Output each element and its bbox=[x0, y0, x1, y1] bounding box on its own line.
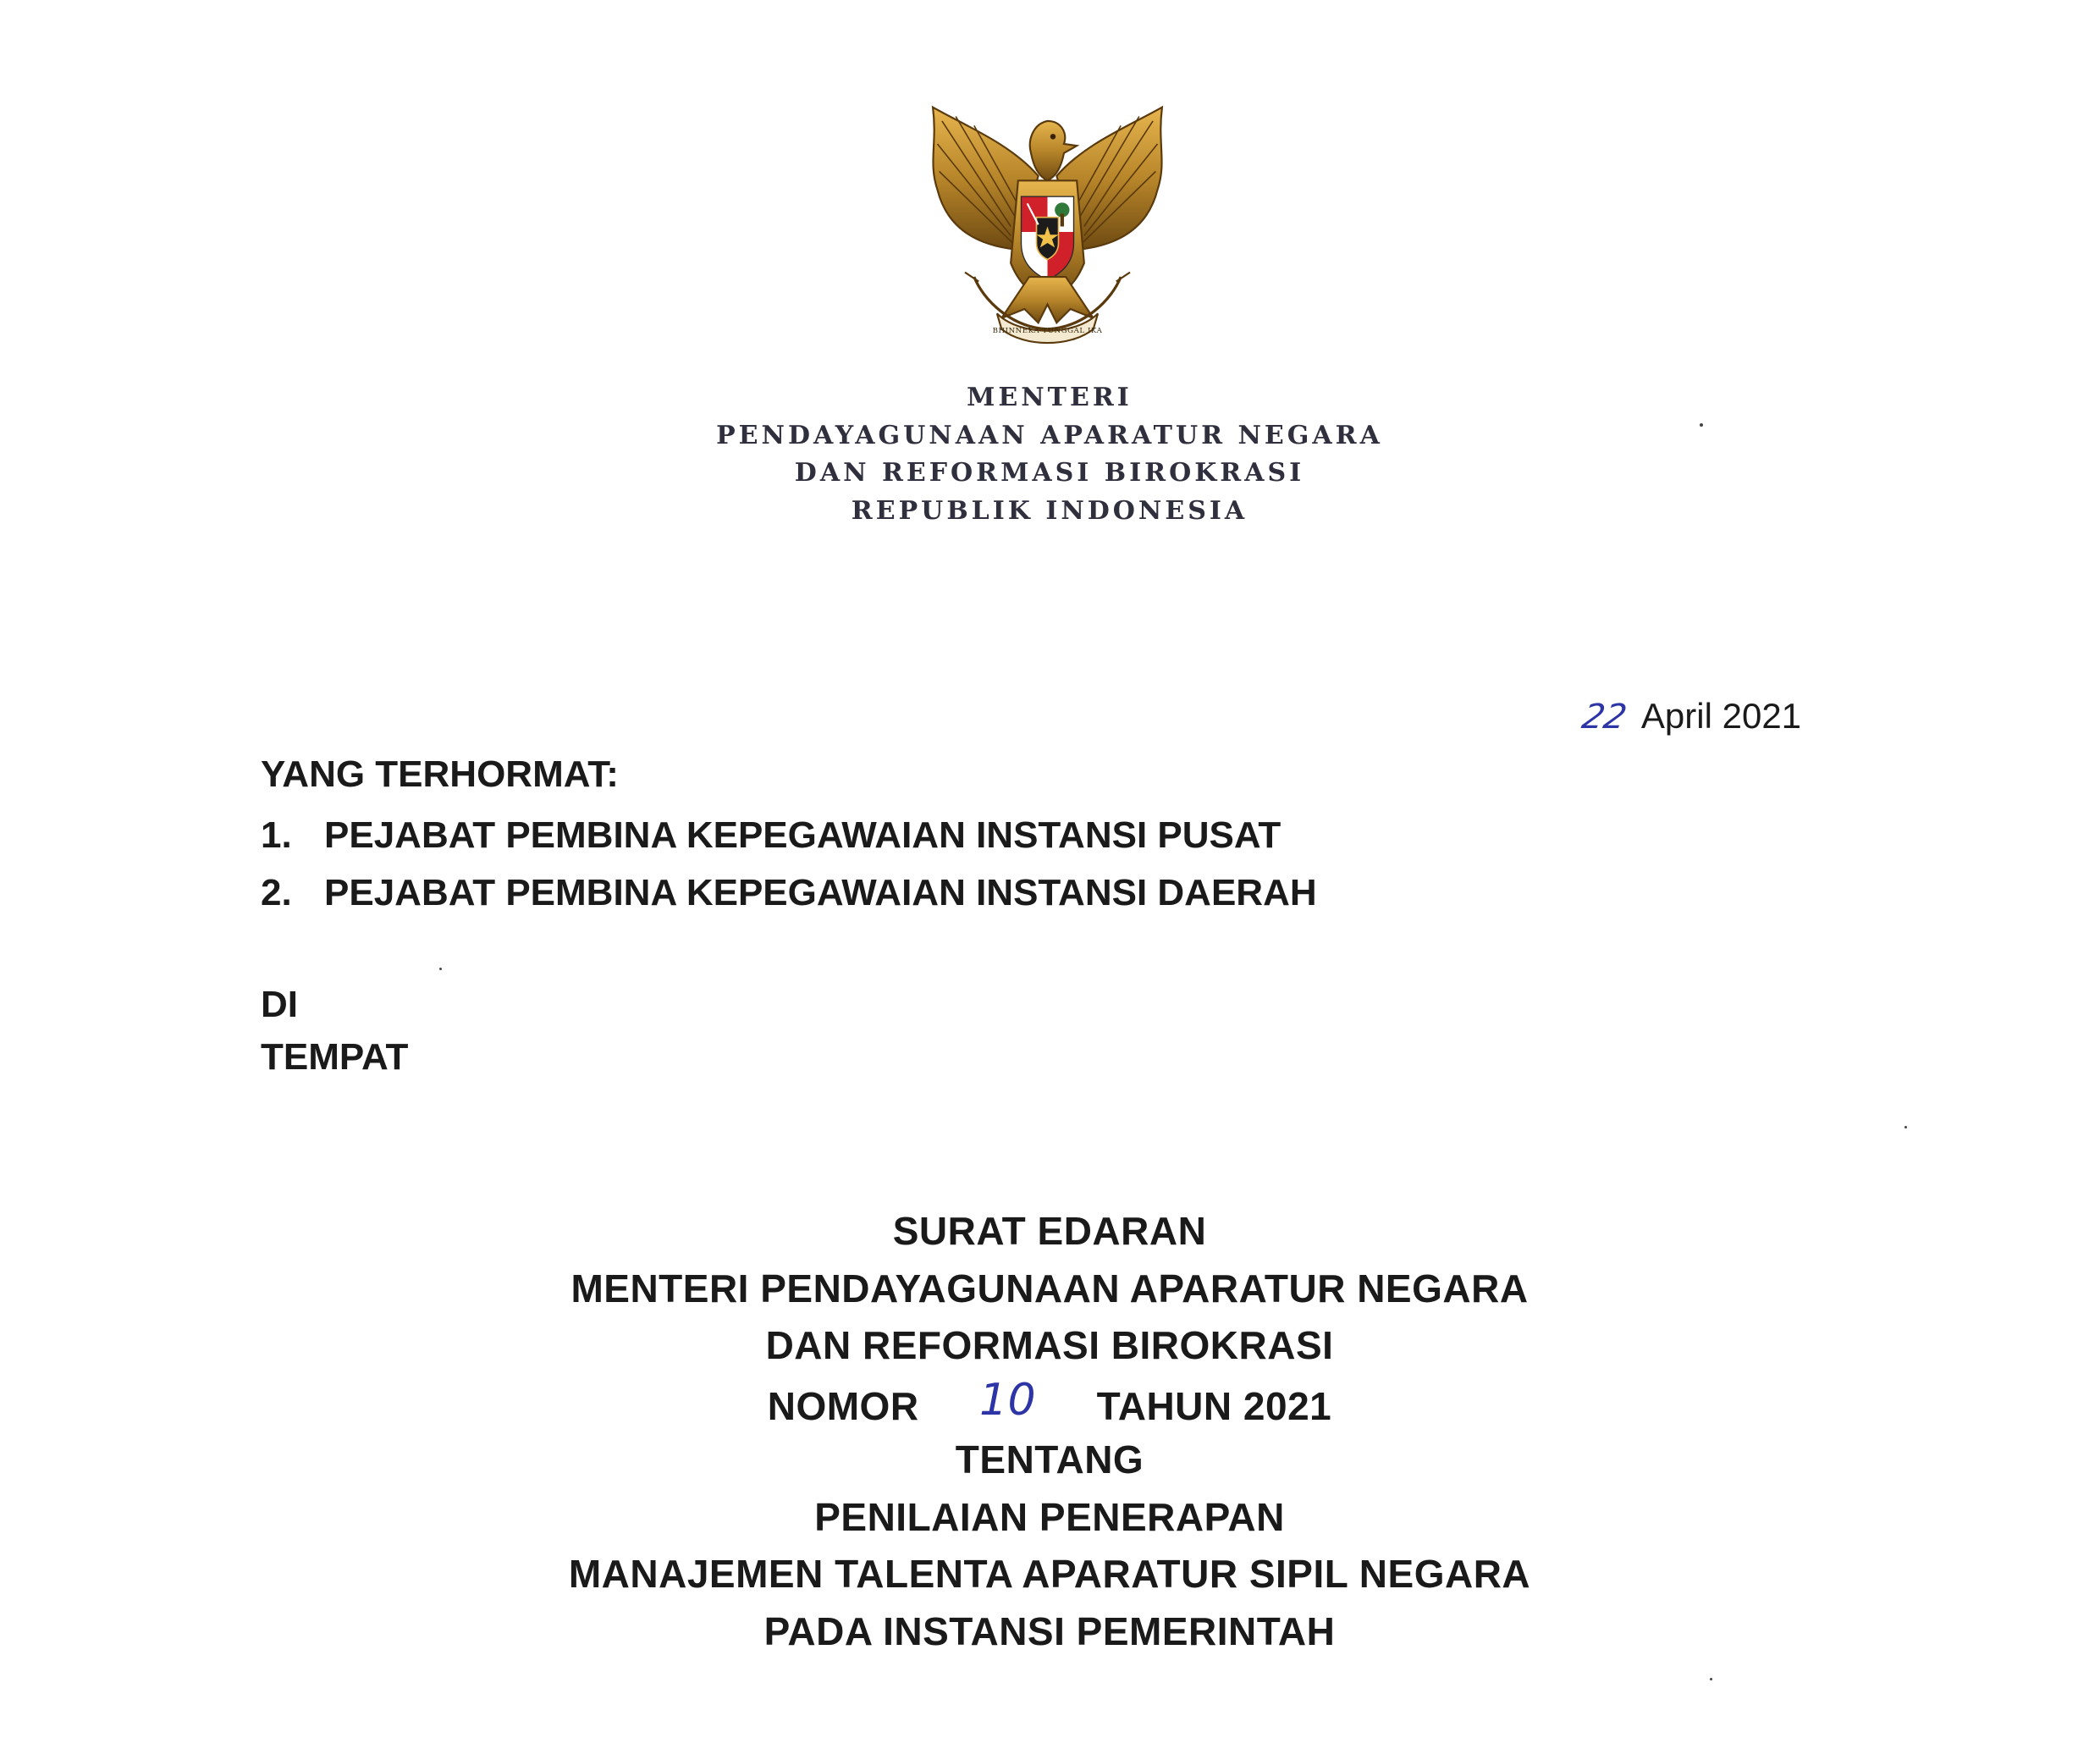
circular-subject-line-1: PENILAIAN PENERAPAN bbox=[814, 1495, 1285, 1539]
letterhead-line-3: DAN REFORMASI BIROKRASI bbox=[794, 458, 1305, 488]
date-month-year: April 2021 bbox=[1640, 696, 1802, 736]
addressee-item bbox=[261, 814, 1281, 857]
handwritten-day: 22 bbox=[1579, 698, 1630, 737]
circular-issuer-line-1: MENTERI PENDAYAGUNAAN APARATUR NEGARA bbox=[570, 1266, 1529, 1310]
addressee-item-number: 1. bbox=[261, 814, 292, 856]
scan-speck bbox=[1904, 1126, 1907, 1128]
letterhead-line-4: REPUBLIK INDONESIA bbox=[851, 496, 1248, 526]
circular-type: SURAT EDARAN bbox=[892, 1209, 1207, 1253]
addressee-tempat: TEMPAT bbox=[261, 1036, 409, 1078]
circular-issuer-line-2: DAN REFORMASI BIROKRASI bbox=[765, 1323, 1334, 1367]
scan-speck bbox=[1700, 423, 1703, 427]
circular-subject-line-3: PADA INSTANSI PEMERINTAH bbox=[763, 1609, 1336, 1653]
handwritten-number: 10 bbox=[978, 1375, 1037, 1426]
addressee-item-text: PEJABAT PEMBINA KEPEGAWAIAN INSTANSI PUSAT bbox=[324, 814, 1281, 856]
circular-number-line bbox=[372, 1375, 1727, 1431]
letterhead-line-2: PENDAYAGUNAAN APARATUR NEGARA bbox=[716, 421, 1383, 450]
emblem-motto: BHINNEKA TUNGGAL IKA bbox=[992, 327, 1103, 336]
garuda-emblem-icon bbox=[910, 89, 1185, 364]
nomor-label: NOMOR bbox=[767, 1384, 919, 1428]
addressee-title: YANG TERHORMAT: bbox=[261, 753, 619, 795]
letter-date bbox=[1579, 696, 1802, 737]
addressee-item-text: PEJABAT PEMBINA KEPEGAWAIAN INSTANSI DAERAH bbox=[324, 872, 1317, 913]
letterhead-line-1: MENTERI bbox=[967, 383, 1133, 412]
addressee-di: DI bbox=[261, 984, 298, 1025]
scan-speck bbox=[1710, 1678, 1712, 1680]
addressee-item bbox=[261, 872, 1317, 914]
scan-speck bbox=[439, 968, 442, 970]
circular-tentang: TENTANG bbox=[955, 1437, 1144, 1481]
addressee-item-number: 2. bbox=[261, 872, 292, 913]
circular-subject-line-2: MANAJEMEN TALENTA APARATUR SIPIL NEGARA bbox=[568, 1552, 1531, 1596]
tahun-label: TAHUN 2021 bbox=[1096, 1384, 1332, 1428]
